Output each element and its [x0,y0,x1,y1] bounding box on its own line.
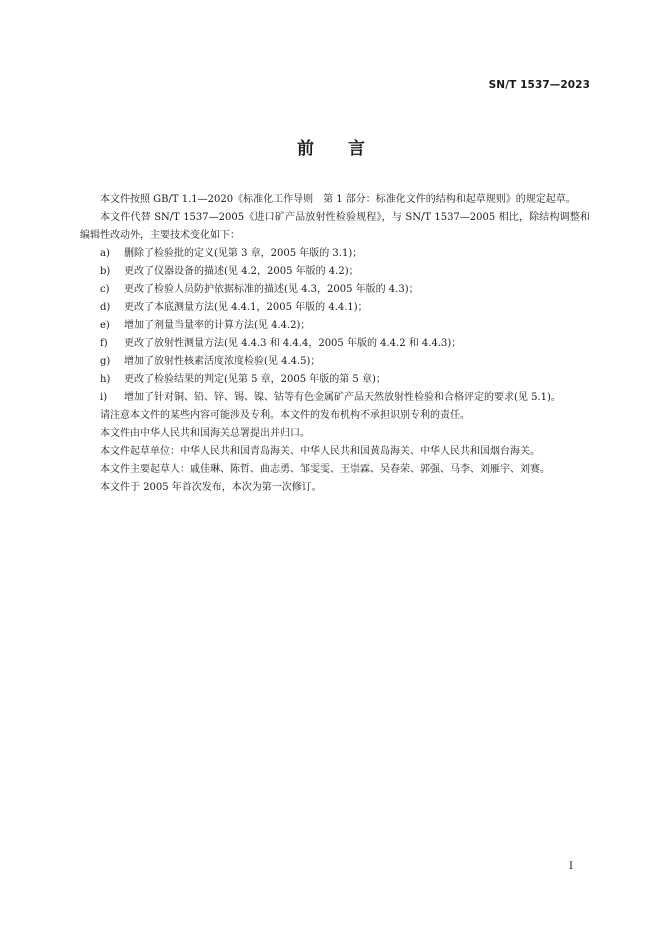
intro-paragraph: 本文件按照 GB/T 1.1—2020《标准化工作导则 第 1 部分：标准化文件的结构和起草规则》的规定起草。 [100,194,576,205]
standard-code: SN/T 1537—2023 [488,79,590,91]
change-mark: h) [100,374,111,385]
publication-history: 本文件于 2005 年首次发布，本次为第一次修订。 [100,482,322,493]
document-body [80,191,590,497]
change-mark: c) [100,284,110,295]
change-mark: f) [100,338,108,349]
drafting-units: 本文件起草单位：中华人民共和国青岛海关、中华人民共和国黄岛海关、中华人民共和国烟台海关。 [100,446,540,457]
change-item [80,353,590,371]
change-text: 增加了放射性核素活度浓度检验(见 4.4.5)； [124,356,321,367]
change-item [80,281,590,299]
drafters: 本文件主要起草人：戚佳琳、陈哲、曲志勇、邹雯雯、王崇霖、吴春荣、郭强、马李、刘雁宇、刘赛。 [100,464,550,475]
change-item [80,389,590,407]
change-mark: g) [100,356,111,367]
change-mark: d) [100,302,111,313]
change-item [80,263,590,281]
change-mark: b) [100,266,111,277]
proposer-statement: 本文件由中华人民共和国海关总署提出并归口。 [100,428,310,439]
change-text: 更改了检验结果的判定(见第 5 章，2005 年版的第 5 章)； [124,374,386,385]
change-item [80,317,590,335]
page-number: I [569,861,573,872]
change-text: 增加了剂量当量率的计算方法(见 4.4.2)； [124,320,311,331]
patent-notice: 请注意本文件的某些内容可能涉及专利。本文件的发布机构不承担识别专利的责任。 [100,410,470,421]
page-title: 前言 [297,139,399,159]
change-item [80,335,590,353]
change-text: 更改了检验人员防护依据标准的描述(见 4.3，2005 年版的 4.3)； [124,284,419,295]
change-text: 删除了检验批的定义(见第 3 章，2005 年版的 3.1)； [124,248,363,259]
change-text: 更改了本底测量方法(见 4.4.1，2005 年版的 4.4.1)； [124,302,368,313]
change-mark: i) [100,392,108,403]
change-text: 更改了仪器设备的描述(见 4.2，2005 年版的 4.2)； [124,266,359,277]
change-mark: e) [100,320,110,331]
intro-paragraph: 本文件代替 SN/T 1537—2005《进口矿产品放射性检验规程》，与 SN/T 1537—2005 相比，除结构调整和编辑性改动外，主要技术变化如下： [80,212,590,241]
change-item [80,371,590,389]
change-item [80,245,590,263]
change-text: 更改了放射性测量方法(见 4.4.3 和 4.4.4，2005 年版的 4.4.2 和 4.4.3)； [124,338,462,349]
change-text: 增加了针对铜、铅、锌、锡、镍、钴等有色金属矿产品天然放射性检验和合格评定的要求(见 5.1)。 [124,392,561,403]
change-mark: a) [100,248,110,259]
change-item [80,299,590,317]
